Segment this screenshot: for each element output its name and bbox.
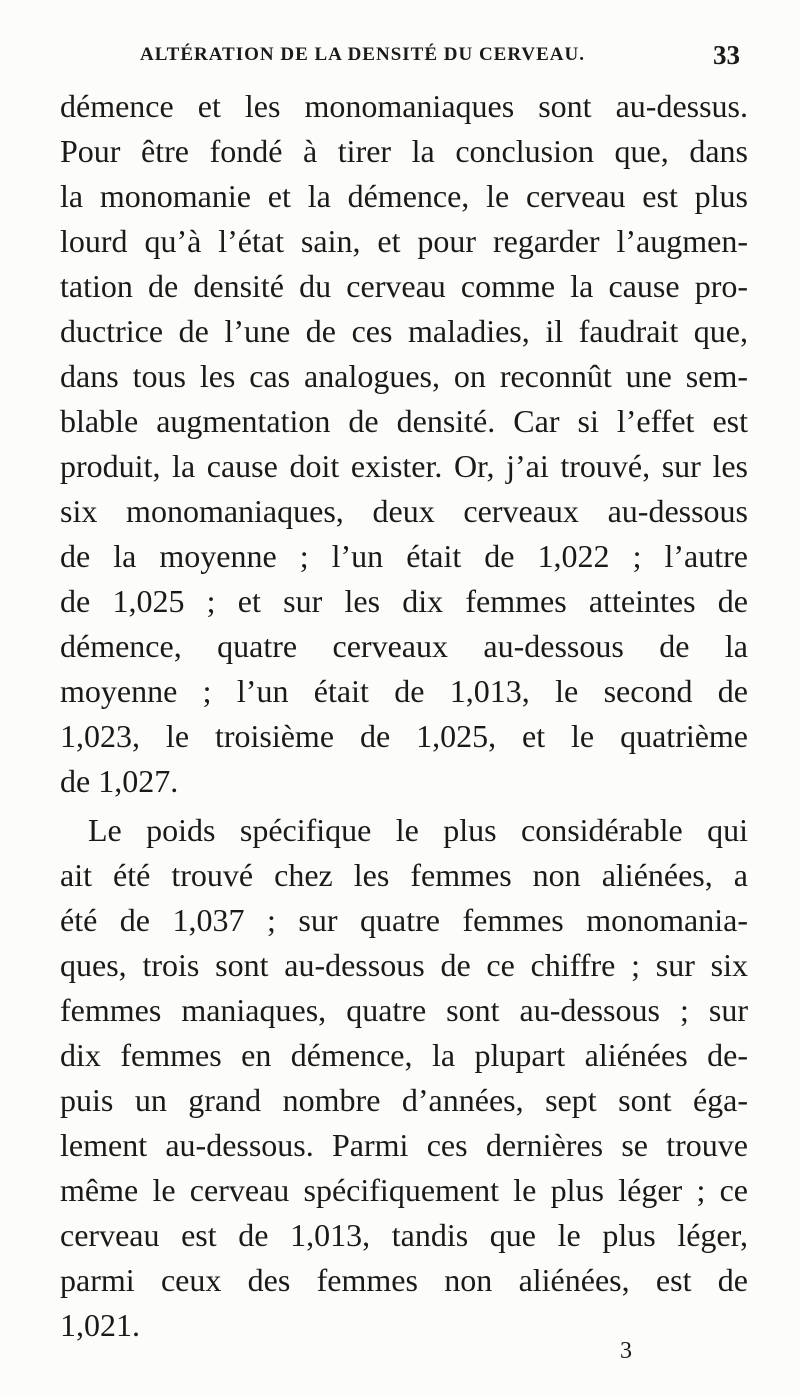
body-text <box>60 84 748 1348</box>
text-line: lourd qu’à l’état sain, et pour regarder l’augmen- <box>60 223 748 259</box>
text-line: démence, quatre cerveaux au-dessous de la <box>60 628 748 664</box>
text-line: dix femmes en démence, la plupart aliénées de- <box>60 1037 748 1073</box>
text-line: ques, trois sont au-dessous de ce chiffre ; sur six <box>60 947 748 983</box>
signature-mark: 3 <box>620 1338 632 1364</box>
paragraph-2 <box>60 808 748 1348</box>
text-line: puis un grand nombre d’années, sept sont éga- <box>60 1082 748 1118</box>
text-line: la monomanie et la démence, le cerveau est plus <box>60 178 748 214</box>
text-line: Pour être fondé à tirer la conclusion que, dans <box>60 133 748 169</box>
page-number: 33 <box>713 40 740 70</box>
text-line: lement au-dessous. Parmi ces dernières se trouve <box>60 1127 748 1163</box>
running-head <box>140 40 740 80</box>
text-line: parmi ceux des femmes non aliénées, est de <box>60 1262 748 1298</box>
text-line: blable augmentation de densité. Car si l’effet est <box>60 403 748 439</box>
text-line: six monomaniaques, deux cerveaux au-dessous <box>60 493 748 529</box>
text-line: dans tous les cas analogues, on reconnût une sem- <box>60 358 748 394</box>
text-line: produit, la cause doit exister. Or, j’ai trouvé, sur les <box>60 448 748 484</box>
text-line: ductrice de l’une de ces maladies, il faudrait que, <box>60 313 748 349</box>
text-line: de 1,025 ; et sur les dix femmes atteintes de <box>60 583 748 619</box>
text-line: même le cerveau spécifiquement le plus léger ; ce <box>60 1172 748 1208</box>
text-line: été de 1,037 ; sur quatre femmes monomania- <box>60 902 748 938</box>
text-line: démence et les monomaniaques sont au-dessus. <box>60 88 748 124</box>
text-line: 1,023, le troisième de 1,025, et le quatrième <box>60 718 748 754</box>
text-line: moyenne ; l’un était de 1,013, le second de <box>60 673 748 709</box>
text-line: de 1,027. <box>60 763 179 799</box>
text-line: ait été trouvé chez les femmes non aliénées, a <box>60 857 748 893</box>
text-line: 1,021. <box>60 1307 140 1343</box>
text-line: femmes maniaques, quatre sont au-dessous ; sur <box>60 992 748 1028</box>
text-line: Le poids spécifique le plus considérable qui <box>88 812 748 848</box>
paragraph-1 <box>60 84 748 804</box>
running-title: ALTÉRATION DE LA DENSITÉ DU CERVEAU. <box>140 44 585 65</box>
text-line: cerveau est de 1,013, tandis que le plus léger, <box>60 1217 748 1253</box>
text-line: de la moyenne ; l’un était de 1,022 ; l’autre <box>60 538 748 574</box>
text-line: tation de densité du cerveau comme la cause pro- <box>60 268 748 304</box>
